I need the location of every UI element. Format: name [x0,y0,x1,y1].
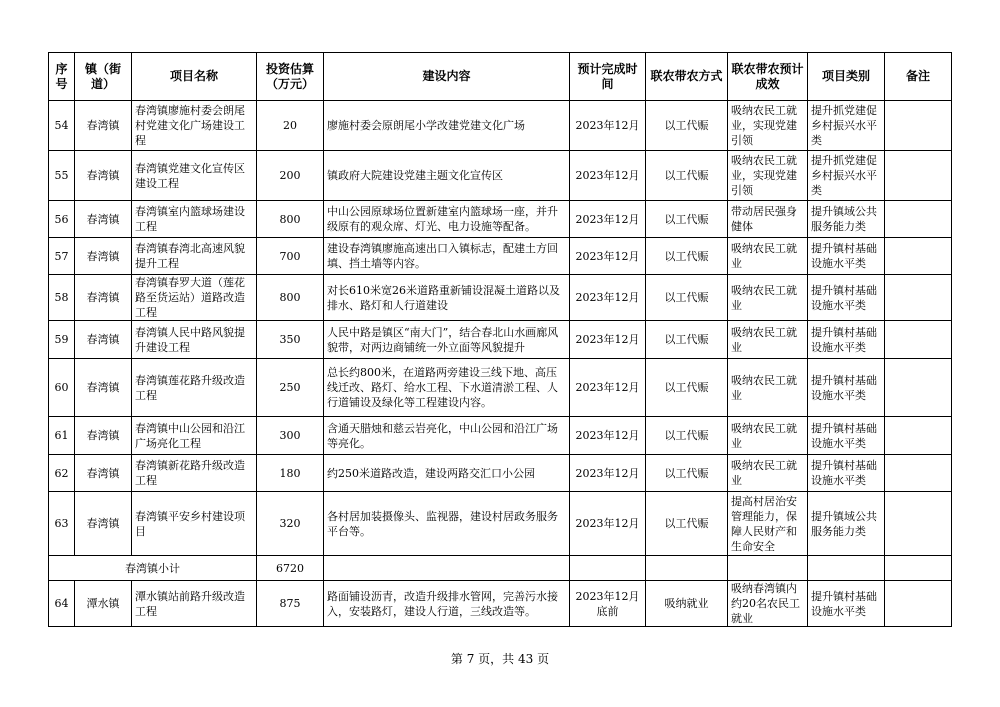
header-cell: 建设内容 [324,53,570,101]
cell-town: 春湾镇 [75,275,132,321]
header-cell: 序号 [49,53,75,101]
subtotal-empty-cell [324,556,570,581]
cell-note [885,492,952,556]
cell-category: 提升镇村基础设施水平类 [808,275,885,321]
cell-content: 含通天腊烛和慈云岩亮化，中山公园和沿江广场等亮化。 [324,417,570,455]
cell-no: 55 [49,151,75,201]
header-row [49,53,952,101]
cell-name: 春湾镇室内篮球场建设工程 [132,201,257,238]
subtotal-label: 春湾镇小计 [49,556,257,581]
subtotal-empty-cell [570,556,646,581]
cell-content: 建设春湾镇廖施高速出口入镇标志，配建土方回填、挡土墙等内容。 [324,238,570,275]
cell-invest: 800 [257,275,324,321]
cell-no: 58 [49,275,75,321]
table-row [49,201,952,238]
header-cell: 联农带农方式 [646,53,728,101]
cell-content: 路面铺设沥青，改造升级排水管网，完善污水接入，安装路灯，建设人行道，三线改造等。 [324,581,570,627]
cell-town: 春湾镇 [75,417,132,455]
cell-town: 春湾镇 [75,101,132,151]
table-row [49,101,952,151]
cell-category: 提升镇村基础设施水平类 [808,359,885,417]
cell-no: 59 [49,321,75,359]
cell-note [885,455,952,492]
header-cell: 项目名称 [132,53,257,101]
cell-content: 人民中路是镇区“南大门”，结合春北山水画廊风貌带，对两边商铺统一外立面等风貌提升 [324,321,570,359]
cell-time: 2023年12月 [570,275,646,321]
cell-town: 春湾镇 [75,321,132,359]
cell-effect: 吸纳农民工就业 [728,455,808,492]
cell-name: 春湾镇莲花路升级改造工程 [132,359,257,417]
cell-effect: 带动居民强身健体 [728,201,808,238]
subtotal-empty-cell [885,556,952,581]
cell-content: 总长约800米，在道路两旁建设三线下地、高压线迁改、路灯、给水工程、下水道清淤工程、人行道铺设及绿化等工程建设内容。 [324,359,570,417]
subtotal-empty-cell [808,556,885,581]
cell-town: 春湾镇 [75,201,132,238]
cell-method: 吸纳就业 [646,581,728,627]
cell-effect: 吸纳农民工就业，实现党建引领 [728,101,808,151]
cell-time: 2023年12月 [570,201,646,238]
cell-town: 潭水镇 [75,581,132,627]
header-cell: 镇（街道） [75,53,132,101]
cell-effect: 提高村居治安管理能力，保障人民财产和生命安全 [728,492,808,556]
subtotal-empty-cell [728,556,808,581]
cell-method: 以工代赈 [646,201,728,238]
table-row [49,492,952,556]
cell-effect: 吸纳农民工就业 [728,359,808,417]
cell-name: 春湾镇春湾北高速风貌提升工程 [132,238,257,275]
header-cell: 预计完成时间 [570,53,646,101]
cell-time: 2023年12月 [570,238,646,275]
cell-time: 2023年12月 [570,359,646,417]
cell-category: 提升镇村基础设施水平类 [808,455,885,492]
table-row [49,238,952,275]
cell-effect: 吸纳农民工就业 [728,275,808,321]
cell-effect: 吸纳农民工就业，实现党建引领 [728,151,808,201]
project-table [48,52,952,627]
cell-category: 提升镇域公共服务能力类 [808,492,885,556]
subtotal-value: 6720 [257,556,324,581]
cell-category: 提升镇村基础设施水平类 [808,417,885,455]
cell-time: 2023年12月 [570,321,646,359]
cell-category: 提升镇村基础设施水平类 [808,321,885,359]
header-cell: 项目类别 [808,53,885,101]
cell-time: 2023年12月 [570,151,646,201]
subtotal-empty-cell [646,556,728,581]
cell-note [885,581,952,627]
cell-category: 提升镇村基础设施水平类 [808,238,885,275]
table-row [49,275,952,321]
cell-no: 60 [49,359,75,417]
cell-note [885,321,952,359]
cell-note [885,151,952,201]
cell-town: 春湾镇 [75,359,132,417]
cell-name: 春湾镇党建文化宣传区建设工程 [132,151,257,201]
cell-category: 提升抓党建促乡村振兴水平类 [808,101,885,151]
cell-note [885,359,952,417]
cell-invest: 320 [257,492,324,556]
cell-method: 以工代赈 [646,101,728,151]
cell-effect: 吸纳农民工就业 [728,417,808,455]
cell-name: 潭水镇站前路升级改造工程 [132,581,257,627]
header-cell: 投资估算（万元） [257,53,324,101]
cell-method: 以工代赈 [646,151,728,201]
cell-time: 2023年12月 [570,492,646,556]
cell-invest: 800 [257,201,324,238]
cell-effect: 吸纳农民工就业 [728,321,808,359]
cell-time: 2023年12月 [570,417,646,455]
cell-method: 以工代赈 [646,238,728,275]
table-row [49,455,952,492]
cell-no: 56 [49,201,75,238]
table-row [49,417,952,455]
cell-invest: 200 [257,151,324,201]
cell-invest: 20 [257,101,324,151]
cell-method: 以工代赈 [646,359,728,417]
cell-content: 廖施村委会原朗尾小学改建党建文化广场 [324,101,570,151]
cell-category: 提升镇村基础设施水平类 [808,581,885,627]
cell-invest: 180 [257,455,324,492]
cell-note [885,201,952,238]
cell-content: 中山公园原球场位置新建室内篮球场一座，并升级原有的观众席、灯光、电力设施等配备。 [324,201,570,238]
table-row [49,581,952,627]
cell-invest: 350 [257,321,324,359]
cell-note [885,238,952,275]
cell-name: 春湾镇廖施村委会朗尾村党建文化广场建设工程 [132,101,257,151]
cell-content: 镇政府大院建设党建主题文化宣传区 [324,151,570,201]
cell-invest: 875 [257,581,324,627]
cell-invest: 700 [257,238,324,275]
cell-name: 春湾镇新花路升级改造工程 [132,455,257,492]
cell-name: 春湾镇春罗大道（莲花路至货运站）道路改造工程 [132,275,257,321]
cell-method: 以工代赈 [646,455,728,492]
cell-name: 春湾镇人民中路风貌提升建设工程 [132,321,257,359]
cell-invest: 250 [257,359,324,417]
cell-invest: 300 [257,417,324,455]
cell-name: 春湾镇中山公园和沿江广场亮化工程 [132,417,257,455]
cell-no: 64 [49,581,75,627]
cell-effect: 吸纳农民工就业 [728,238,808,275]
cell-method: 以工代赈 [646,275,728,321]
cell-town: 春湾镇 [75,151,132,201]
cell-method: 以工代赈 [646,417,728,455]
cell-effect: 吸纳春湾镇内约20名农民工就业 [728,581,808,627]
cell-time: 2023年12月 [570,455,646,492]
cell-content: 约250米道路改造，建设两路交汇口小公园 [324,455,570,492]
cell-name: 春湾镇平安乡村建设项目 [132,492,257,556]
cell-time: 2023年12月底前 [570,581,646,627]
cell-method: 以工代赈 [646,321,728,359]
cell-category: 提升抓党建促乡村振兴水平类 [808,151,885,201]
cell-method: 以工代赈 [646,492,728,556]
cell-content: 各村居加装摄像头、监视器，建设村居政务服务平台等。 [324,492,570,556]
cell-note [885,101,952,151]
page-footer: 第 7 页，共 43 页 [450,652,550,666]
cell-category: 提升镇域公共服务能力类 [808,201,885,238]
cell-time: 2023年12月 [570,101,646,151]
table-row [49,321,952,359]
cell-town: 春湾镇 [75,238,132,275]
header-cell: 备注 [885,53,952,101]
cell-note [885,275,952,321]
cell-no: 61 [49,417,75,455]
subtotal-row [49,556,952,581]
cell-no: 57 [49,238,75,275]
cell-content: 对长610米宽26米道路重新铺设混凝土道路以及排水、路灯和人行道建设 [324,275,570,321]
cell-town: 春湾镇 [75,492,132,556]
header-cell: 联农带农预计成效 [728,53,808,101]
table-row [49,359,952,417]
cell-note [885,417,952,455]
cell-no: 63 [49,492,75,556]
table-row [49,151,952,201]
cell-no: 62 [49,455,75,492]
cell-town: 春湾镇 [75,455,132,492]
cell-no: 54 [49,101,75,151]
